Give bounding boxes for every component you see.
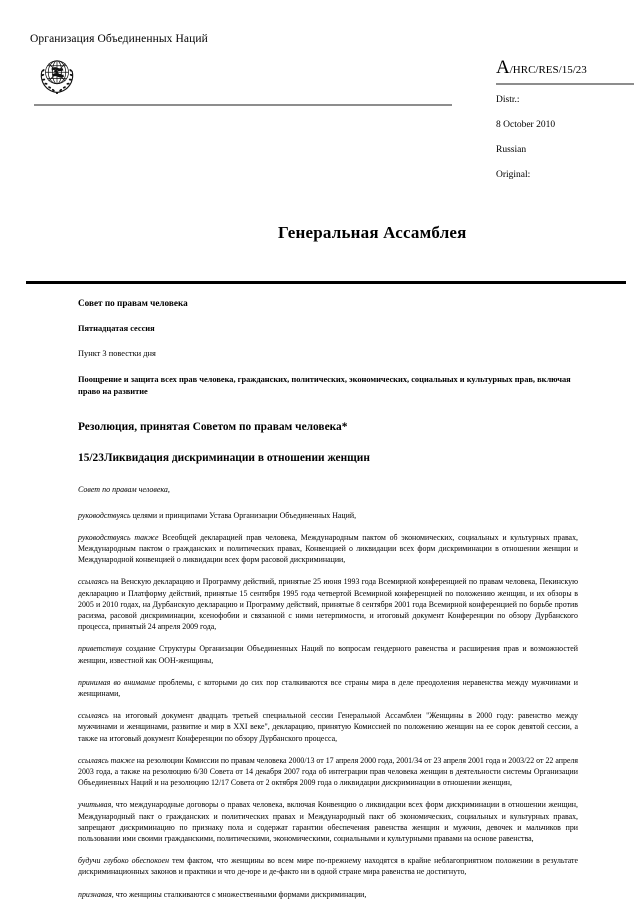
- preamble-paragraph: [78, 889, 578, 900]
- symbol-prefix: A: [496, 57, 510, 78]
- paragraph-text: , что женщины сталкиваются с множественными формами дискриминации,: [111, 889, 367, 899]
- paragraph-text: на резолюции Комиссии по правам человека 2000/13 от 17 апреля 2000 года, 2001/34 от 23 апреля 2001 года и 2003/22 от 22 апреля 2003 года, а также на резолюцию 6/30 Совета от 14 декабря 2007 года об интеграции прав человека женщин в деятельности системы Организации Объединенных Наций и на резолюцию 12/17 Совета от 2 октября 2009 года о ликвидации дискриминации в отношении женщин,: [78, 755, 579, 788]
- session-label: Пятнадцатая сессия: [78, 323, 155, 333]
- paragraph-italic-lead: будучи глубоко обеспокоен: [78, 856, 170, 866]
- paragraph-italic-lead: ссылаясь: [78, 711, 109, 721]
- paragraph-text: Всеобщей декларацией прав человека, Международным пактом об экономических, социальных и культурных правах, Международным пактом о гражданских и политических правах, Конвенцией о ликвидации всех форм дискриминации в отношении женщин и Международной конвенцией о ликвидации всех форм расовой дискриминации,: [78, 532, 578, 565]
- masthead: [0, 0, 640, 281]
- distr-language: Russian: [496, 145, 527, 155]
- distr-date: 8 October 2010: [496, 120, 556, 130]
- paragraph-italic-lead: ссылаясь также: [78, 755, 135, 765]
- distribution-block: [496, 85, 634, 181]
- paragraph-italic-lead: учитывая: [78, 800, 112, 810]
- original-label: Original:: [496, 170, 531, 180]
- resolution-adopted-by: Резолюция, принятая Советом по правам человека*: [78, 420, 348, 433]
- paragraph-italic-lead: принимая во внимание: [78, 677, 156, 687]
- paragraph-italic-lead: приветствуя: [78, 644, 123, 654]
- organization-name: Организация Объединенных Наций: [30, 33, 208, 45]
- agenda-item-title: Поощрение и защита всех прав человека, гражданских, политических, экономических, социальных и культурных прав, включая право на развитие: [78, 374, 571, 396]
- paragraph-text: проблемы, с которыми до сих пор сталкиваются все страны мира в деле преодоления неравенства между мужчинами и женщинами,: [78, 677, 578, 698]
- resolution-title: [78, 451, 578, 466]
- masthead-right: [488, 52, 634, 195]
- masthead-grid: [30, 52, 624, 195]
- distr-label: Distr.:: [496, 95, 520, 105]
- agenda-item-label: Пункт 3 повестки дня: [78, 348, 156, 358]
- preamble-paragraph: [78, 576, 578, 632]
- paragraph-text: , что международные договоры о правах человека, включая Конвенцию о ликвидации всех форм дискриминации в отношении женщин, Международный пакт о гражданских и политических правах и Международный пакт об экономических, социальных и культурных правах, запрещают дискриминацию по признаку пола и содержат гарантии обеспечения равенства женщин и мужчин, девочек и мальчиков при пользовании ими своими гражданскими, политическими, экономическими, социальными и культурными правами на основе равенства,: [78, 800, 578, 843]
- document-body: [0, 284, 640, 900]
- paragraph-text: на Венскую декларацию и Программу действий, принятые 25 июня 1993 года Всемирной конференцией по правам человека, Пекинскую декларацию и Платформу действий, принятые 15 сентября 1995 года четвертой Всемирной конференцией по положению женщин, и их обзоры в 2005 и 2010 годах, на Дурбанскую декларацию и Программу действий, принятые 8 сентября 2001 года Всемирной конференцией по борьбе против расизма, расовой дискриминации, ксенофобии и связанной с ними нетерпимости, и итоговый документ Конференции по обзору Дурбанского процесса, принятый 24 апреля 2009 года,: [78, 577, 578, 632]
- resolution-lead-in: Совет по правам человека,: [78, 484, 170, 494]
- preamble-paragraph: [78, 855, 578, 877]
- paragraph-text: создание Структуры Организации Объединенных Наций по вопросам гендерного равенства и расширения прав и возможностей женщин, известной как ООН-женщины,: [78, 644, 578, 665]
- resolution-title-text: Ликвидация дискриминации в отношении женщин: [103, 451, 370, 464]
- preamble-paragraph: [78, 510, 578, 521]
- masthead-left: [30, 52, 488, 106]
- paragraph-text: на итоговый документ двадцать третьей специальной сессии Генеральной Ассамблеи "Женщины в 2000 году: равенство между мужчинами и женщинами, развитие и мир в XXI веке", декларацию, принятую Комиссией по положению женщин на ее сорок девятой сессии, а также на итоговый документ Конференции по обзору Дурбанского процесса,: [78, 711, 578, 743]
- paragraph-text: тем фактом, что женщины во всем мире по-прежнему находятся в крайне неблагоприятном положении в результате дискриминационных законов и практики и что де-юре и де-факто ни в одной стране мира равенства не достигнуто,: [78, 856, 579, 877]
- preamble-paragraphs: [78, 510, 578, 900]
- header-rule-left: [34, 104, 452, 106]
- preamble-paragraph: [78, 799, 578, 844]
- un-emblem-icon: [34, 52, 80, 98]
- page-title: Генеральная Ассамблея: [278, 223, 467, 242]
- preamble-paragraph: [78, 643, 578, 665]
- resolution-number: 15/23: [78, 451, 104, 464]
- assembly-title-area: [30, 195, 624, 281]
- preamble-paragraph: [78, 677, 578, 699]
- paragraph-text: целями и принципами Устава Организации Объединенных Наций,: [130, 510, 357, 520]
- council-name: Совет по правам человека: [78, 297, 188, 308]
- symbol-rest: /HRC/RES/15/23: [509, 64, 587, 76]
- paragraph-italic-lead: ссылаясь: [78, 577, 109, 587]
- paragraph-italic-lead: признавая: [78, 889, 112, 899]
- preamble-paragraph: [78, 710, 578, 744]
- paragraph-italic-lead: руководствуясь также: [78, 532, 159, 542]
- paragraph-italic-lead: руководствуясь: [78, 510, 131, 520]
- preamble-paragraph: [78, 755, 578, 789]
- preamble-paragraph: [78, 532, 578, 566]
- document-symbol: [496, 58, 634, 77]
